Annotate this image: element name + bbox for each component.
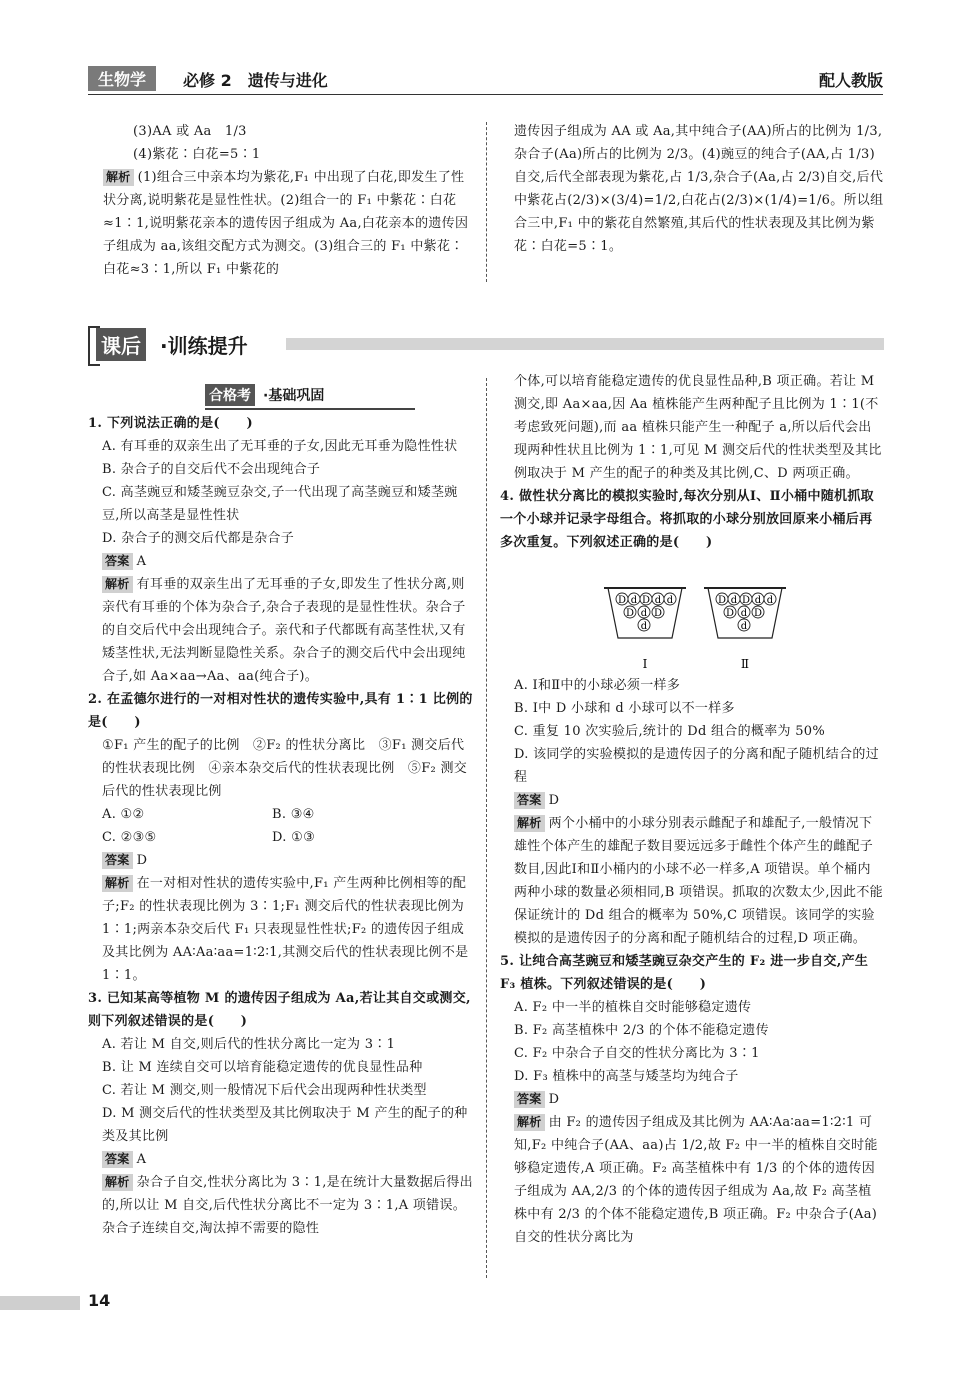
answer-line <box>500 1088 884 1111</box>
option: D. M 测交后代的性状类型及其比例取决于 M 产生的配子的种类及其比例 <box>102 1106 468 1144</box>
ball-label: d <box>740 621 748 632</box>
section-heading <box>88 326 884 362</box>
ball-label: d <box>630 595 638 606</box>
question-stem: 2. 在孟德尔进行的一对相对性状的遗传实验中,具有 1∶1 比例的是( ) <box>88 692 473 730</box>
option: A. 若让 M 自交,则后代的性状分离比一定为 3∶1 <box>102 1037 396 1052</box>
jiexi-text: 在一对相对性状的遗传实验中,F₁ 产生两种比例相等的配子;F₂ 的性状表现比例为 3∶1;F₁ 测交后代的性状表现比例为 1∶1;两亲本杂交后代 F₁ 只表现显性性状;F₂ 的遗传因子组成及其比例为 AA∶Aa∶aa=1∶2∶1,其测交后代的性状表现比例不是 1∶1。 <box>102 876 469 983</box>
option: B. 杂合子的自交后代不会出现纯合子 <box>102 462 321 477</box>
badge-label-primary: 合格考 <box>205 384 255 406</box>
jiexi-label: 解析 <box>102 1174 133 1191</box>
option: C. F₂ 中杂合子自交的性状分离比为 3∶1 <box>514 1046 760 1061</box>
edition-label: 配人教版 <box>818 71 883 90</box>
ball-label: D <box>617 595 627 606</box>
option: D. 该同学的实验模拟的是遗传因子的分离和配子随机结合的过程 <box>514 747 879 785</box>
answer-line: (3)AA 或 Aa 1/3 <box>133 124 247 139</box>
question-stem: 4. 做性状分离比的模拟实验时,每次分别从Ⅰ、Ⅱ小桶中随机抓取一个小球并记录字母组合。将抓取的小球分别放回原来小桶后再多次重复。下列叙述正确的是( ) <box>500 489 874 550</box>
right-main-column <box>500 370 884 1249</box>
option: C. 重复 10 次实验后,统计的 Dd 组合的概率为 50% <box>514 724 826 739</box>
bucket-figure <box>600 580 790 675</box>
ball-label: D <box>717 595 727 606</box>
answer-value: D <box>548 793 560 808</box>
page-number: 14 <box>88 1291 111 1310</box>
answer-line <box>88 1148 474 1171</box>
option: C. 高茎豌豆和矮茎豌豆杂交,子一代出现了高茎豌豆和矮茎豌豆,所以高茎是显性性状 <box>102 485 458 523</box>
bucket-label: Ⅰ <box>642 657 648 671</box>
option: B. Ⅰ中 D 小球和 d 小球可以不一样多 <box>514 701 735 716</box>
ball-label: D <box>625 608 635 619</box>
section-label-secondary: ·训练提升 <box>160 334 248 358</box>
ball-label: d <box>666 595 674 606</box>
answer-line: (4)紫花∶白花=5∶1 <box>133 147 261 162</box>
answer-label: 答案 <box>514 792 545 809</box>
section-bar <box>286 338 884 350</box>
question-stem: 5. 让纯合高茎豌豆和矮茎豌豆杂交产生的 F₂ 进一步自交,产生 F₃ 植株。下列叙述错误的是( ) <box>500 954 869 992</box>
option-row <box>88 826 474 849</box>
jiexi-label: 解析 <box>102 576 133 593</box>
jiexi-paragraph <box>88 573 474 688</box>
jiexi-label: 解析 <box>514 1114 545 1131</box>
option: A. 有耳垂的双亲生出了无耳垂的子女,因此无耳垂为隐性性状 <box>102 439 458 454</box>
jiexi-continuation: 遗传因子组成为 AA 或 Aa,其中纯合子(AA)所占的比例为 1/3,杂合子(Aa)所占的比例为 2/3。(4)豌豆的纯合子(AA,占 1/3)自交,后代全部表现为紫花,占 1/3,杂合子(Aa,占 2/3)自交,后代中紫花占(2/3)×(3/4)=1/2,白花占(2/3)×(1/4)=1/6。所以组合三中,F₁ 中的紫花自然繁殖,其后代的性状表现及其比例为紫花∶白花=5∶1。 <box>514 124 884 254</box>
option: D. ①③ <box>272 830 316 845</box>
top-left-column <box>103 120 475 281</box>
subject-label: 生物学 <box>88 66 156 91</box>
question-items: ①F₁ 产生的配子的比例 ②F₂ 的性状分离比 ③F₁ 测交后代的性状表现比例 ④亲本杂交后代的性状表现比例 ⑤F₂ 测交后代的性状表现比例 <box>102 738 468 799</box>
page-header <box>88 64 883 95</box>
option-row <box>88 803 474 826</box>
option: A. Ⅰ和Ⅱ中的小球必须一样多 <box>514 678 681 693</box>
section-label-primary: 课后 <box>96 328 146 361</box>
answer-value: D <box>136 853 148 868</box>
answer-line <box>88 550 474 573</box>
ball-label: d <box>766 595 774 606</box>
bucket-2 <box>704 588 786 671</box>
answer-line <box>88 849 474 872</box>
ball-label: D <box>741 595 751 606</box>
jiexi-text: 两个小桶中的小球分别表示雌配子和雄配子,一般情况下雄性个体产生的雄配子数目要远远多于雌性个体产生的雌配子数目,因此Ⅰ和Ⅱ小桶内的小球不必一样多,A 项错误。单个桶内两种小球的数量必须相同,B 项错误。抓取的次数太少,因此不能保证统计的 Dd 组合的概率为 50%,C 项错误。该同学的实验模拟的是遗传因子的分离和配子随机结合的过程,D 项正确。 <box>514 816 883 946</box>
book-title: 必修 2 遗传与进化 <box>183 71 328 90</box>
left-main-column <box>88 412 474 1240</box>
jiexi-label: 解析 <box>102 875 133 892</box>
answer-label: 答案 <box>102 1151 133 1168</box>
jiexi-text: 杂合子自交,性状分离比为 3∶1,是在统计大量数据后得出的,所以让 M 自交,后代性状分离比不一定为 3∶1,A 项错误。杂合子连续自交,淘汰掉不需要的隐性 <box>102 1175 473 1236</box>
jiexi-text: 有耳垂的双亲生出了无耳垂的子女,即发生了性状分离,则亲代有耳垂的个体为杂合子,杂合子表现的是显性性状。杂合子的自交后代中会出现纯合子。亲代和子代都既有高茎性状,又有矮茎性状,无法判断显隐性关系。杂合子的测交后代中会出现纯合子,如 Aa×aa→Aa、aa(纯合子)。 <box>102 577 466 684</box>
ball-label: d <box>740 608 748 619</box>
answer-value: A <box>136 1152 147 1167</box>
ball-label: d <box>654 595 662 606</box>
subsection-badge <box>205 384 415 410</box>
option: A. ①② <box>102 807 145 822</box>
footer-bar <box>0 1296 80 1310</box>
option: B. F₂ 高茎植株中 2/3 的个体不能稳定遗传 <box>514 1023 769 1038</box>
answer-label: 答案 <box>514 1091 545 1108</box>
jiexi-paragraph <box>88 872 474 987</box>
jiexi-paragraph <box>500 1111 884 1249</box>
option: B. 让 M 连续自交可以培育能稳定遗传的优良显性品种 <box>102 1060 423 1075</box>
question-stem: 3. 已知某高等植物 M 的遗传因子组成为 Aa,若让其自交或测交,则下列叙述错误的是( ) <box>88 991 471 1029</box>
jiexi-paragraph <box>88 1171 474 1240</box>
column-divider-main <box>486 378 487 1278</box>
option: B. ③④ <box>272 807 315 822</box>
option: C. ②③⑤ <box>102 830 157 845</box>
jiexi-label: 解析 <box>514 815 545 832</box>
ball-label: d <box>754 595 762 606</box>
ball-label: D <box>653 608 663 619</box>
ball-label: d <box>640 608 648 619</box>
bucket-1 <box>604 588 686 671</box>
option: D. F₃ 植株中的高茎与矮茎均为纯合子 <box>514 1069 739 1084</box>
answer-line <box>500 789 884 812</box>
top-right-column <box>514 120 884 258</box>
jiexi-paragraph <box>103 166 475 281</box>
option: C. 若让 M 测交,则一般情况下后代会出现两种性状类型 <box>102 1083 427 1098</box>
answer-value: D <box>548 1092 560 1107</box>
option: A. F₂ 中一半的植株自交时能够稳定遗传 <box>514 1000 752 1015</box>
question-stem: 1. 下列说法正确的是( ) <box>88 416 253 431</box>
jiexi-continuation: 个体,可以培育能稳定遗传的优良显性品种,B 项正确。若让 M 测交,即 Aa×aa,因 Aa 植株能产生两种配子且比例为 1∶1(不考虑致死问题),而 aa 植株只能产生一种配子 a,所以后代会出现两种性状且比例为 1∶1,可见 M 测交后代的性状类型及其比例取决于 M 产生的配子的种类及其比例,C、D 两项正确。 <box>514 374 882 481</box>
jiexi-label: 解析 <box>103 169 134 186</box>
column-divider-top <box>486 122 487 282</box>
answer-label: 答案 <box>102 553 133 570</box>
badge-label-secondary: ·基础巩固 <box>263 388 325 404</box>
ball-label: d <box>640 621 648 632</box>
ball-label: D <box>641 595 651 606</box>
ball-label: D <box>725 608 735 619</box>
ball-label: d <box>730 595 738 606</box>
answer-label: 答案 <box>102 852 133 869</box>
answer-value: A <box>136 554 147 569</box>
ball-label: D <box>753 608 763 619</box>
option: D. 杂合子的测交后代都是杂合子 <box>102 531 295 546</box>
jiexi-paragraph <box>500 812 884 950</box>
bucket-label: Ⅱ <box>740 657 750 671</box>
jiexi-text: (1)组合三中亲本均为紫花,F₁ 中出现了白花,即发生了性状分离,说明紫花是显性性状。(2)组合一的 F₁ 中紫花∶白花≈1∶1,说明紫花亲本的遗传因子组成为 Aa,白花亲本的遗传因子组成为 aa,该组交配方式为测交。(3)组合三的 F₁ 中紫花∶白花≈3∶1,所以 F₁ 中紫花的 <box>103 170 469 277</box>
jiexi-text: 由 F₂ 的遗传因子组成及其比例为 AA∶Aa∶aa=1∶2∶1 可知,F₂ 中纯合子(AA、aa)占 1/2,故 F₂ 中一半的植株自交时能够稳定遗传,A 项正确。F₂ 高茎植株中有 1/3 的个体的遗传因子组成为 AA,2/3 的个体的遗传因子组成为 Aa,故 F₂ 高茎植株中有 2/3 的个体不能稳定遗传,B 项正确。F₂ 中杂合子(Aa)自交的性状分离比为 <box>514 1115 878 1245</box>
